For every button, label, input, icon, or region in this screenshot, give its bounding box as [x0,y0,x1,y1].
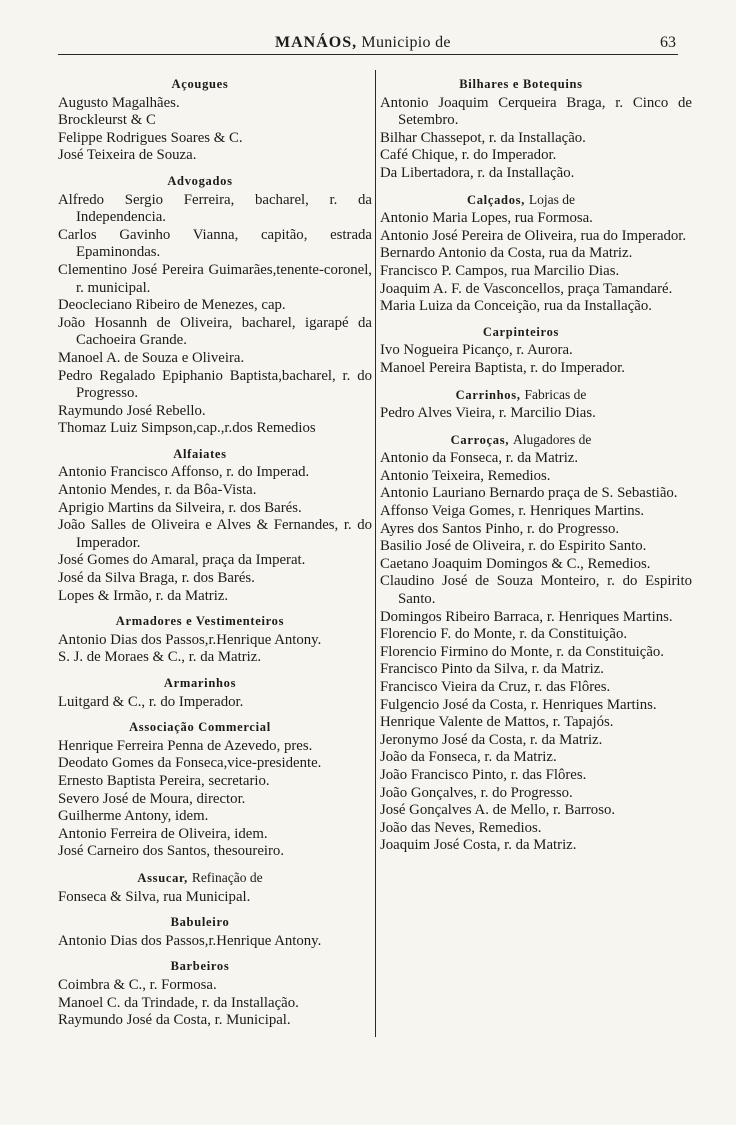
directory-entry: Aprigio Martins da Silveira, r. dos Barés. [58,499,302,516]
page-header [0,32,736,54]
directory-entry: Antonio Lauriano Bernardo praça de S. Sebastião. [380,485,678,502]
section-heading [58,76,372,94]
directory-entry: Antonio José Pereira de Oliveira, rua do Imperador. [380,227,687,244]
section-heading [380,386,692,405]
directory-entry: Ayres dos Santos Pinho, r. do Progresso. [380,520,620,537]
directory-entry: Joaquim José Costa, r. da Matriz. [380,837,577,854]
section-heading [58,446,372,464]
directory-entry: Café Chique, r. do Imperador. [380,147,557,164]
directory-entry: Guilherme Antony, idem. [58,808,209,825]
directory-entry: Henrique Ferreira Penna de Azevedo, pres. [58,737,313,754]
section-heading-main: Advogados [167,173,233,188]
directory-entry: Florencio F. do Monte, r. da Constituição. [380,626,628,643]
directory-entry: Brockleurst & C [58,112,156,129]
directory-entry: Augusto Magalhães. [58,94,180,111]
section-heading [58,719,372,737]
directory-section [58,914,372,950]
directory-entry: Antonio Joaquim Cerqueira Braga, r. Cinco de Setembro. [380,94,692,129]
directory-entry: Deodato Gomes da Fonseca,vice-presidente. [58,755,322,772]
column-divider [375,70,376,1037]
directory-section [380,386,692,423]
directory-entry: João Salles de Oliveira e Alves & Fernandes, r. do Imperador. [58,517,372,551]
section-heading [58,869,372,888]
town-name: MANÁOS, [275,34,358,51]
directory-entry: Francisco Pinto da Silva, r. da Matriz. [380,661,604,678]
directory-entry: Manoel Pereira Baptista, r. do Imperador. [380,359,625,376]
directory-entry: Antonio Mendes, r. da Bôa-Vista. [58,482,257,499]
section-heading-main: Assucar, [137,870,188,885]
directory-section [58,958,372,1029]
directory-section [58,869,372,906]
directory-entry: Francisco P. Campos, rua Marcilio Dias. [380,262,620,279]
directory-entry: Da Libertadora, r. da Installação. [380,164,575,181]
section-heading-main: Associação Commercial [129,720,271,735]
directory-entry: Caetano Joaquim Domingos & C., Remedios. [380,555,651,572]
directory-entry: José da Silva Braga, r. dos Barés. [58,570,255,587]
directory-entry: José Carneiro dos Santos, thesoureiro. [58,843,285,860]
directory-entry: Antonio Dias dos Passos,r.Henrique Antony. [58,932,322,949]
directory-entry: S. J. de Moraes & C., r. da Matriz. [58,649,262,666]
directory-entry: Coimbra & C., r. Formosa. [58,976,217,993]
directory-entry: Raymundo José da Costa, r. Municipal. [58,1012,291,1029]
section-heading-main: Calçados, [467,192,526,207]
directory-entry: João das Neves, Remedios. [380,819,542,836]
directory-entry: Maria Luiza da Conceição, rua da Installação. [380,298,652,315]
right-column [380,76,692,855]
directory-entry: Deocleciano Ribeiro de Menezes, cap. [58,297,286,314]
section-heading-sub: Lojas de [528,191,575,207]
section-heading [380,324,692,342]
section-heading [58,613,372,631]
directory-section [58,675,372,711]
section-heading-main: Armadores e Vestimenteiros [115,614,285,629]
directory-entry: Manoel A. de Souza e Oliveira. [58,349,245,366]
directory-entry: Carlos Gavinho Vianna, capitão, estrada Epaminondas. [58,226,372,261]
running-subtitle: Municipio de [361,34,451,51]
directory-entry: Alfredo Sergio Ferreira, bacharel, r. da Independencia. [58,191,372,226]
directory-section [58,446,372,605]
directory-entry: Lopes & Irmão, r. da Matriz. [58,587,229,604]
directory-entry: José Gomes do Amaral, praça da Imperat. [58,552,306,569]
directory-entry: Claudino José de Souza Monteiro, r. do Espirito Santo. [380,573,692,608]
section-heading-main: Açougues [171,77,229,91]
directory-entry: Luitgard & C., r. do Imperador. [58,693,244,710]
section-heading-sub: Refinação de [191,869,263,885]
directory-section [380,76,692,183]
directory-entry: Manoel C. da Trindade, r. da Installação. [58,994,299,1011]
directory-entry: Henrique Valente de Mattos, r. Tapajós. [380,714,614,731]
directory-entry: Jeronymo José da Costa, r. da Matriz. [380,731,603,748]
directory-entry: Fulgencio José da Costa, r. Henriques Martins. [380,696,657,713]
directory-entry: Bernardo Antonio da Costa, rua da Matriz. [380,245,633,262]
directory-section [380,324,692,378]
directory-entry: Florencio Firmino do Monte, r. da Constituição. [380,643,664,660]
directory-entry: José Teixeira de Souza. [58,147,197,164]
directory-entry: Affonso Veiga Gomes, r. Henriques Martins. [380,503,645,520]
directory-entry: João Francisco Pinto, r. das Flôres. [380,766,587,783]
section-heading-sub: Fabricas de [524,386,587,402]
directory-entry: João Gonçalves, r. do Progresso. [380,784,573,801]
directory-entry: Joaquim A. F. de Vasconcellos, praça Tamandaré. [380,280,673,297]
directory-entry: José Gonçalves A. de Mello, r. Barroso. [380,802,616,819]
directory-entry: Francisco Vieira da Cruz, r. das Flôres. [380,679,611,695]
directory-section [58,613,372,667]
directory-entry: Clementino José Pereira Guimarães,tenente-coronel, r. municipal. [58,261,372,296]
section-heading-main: Carroças, [450,432,510,447]
header-rule [58,54,678,55]
directory-entry: Antonio da Fonseca, r. da Matriz. [380,450,579,467]
directory-entry: Raymundo José Rebello. [58,402,206,419]
section-heading [58,914,372,932]
directory-entry: Fonseca & Silva, rua Municipal. [58,888,251,905]
directory-entry: Antonio Maria Lopes, rua Formosa. [380,210,593,227]
directory-entry: João Hosannh de Oliveira, bacharel, igarapé da Cachoeira Grande. [58,314,372,349]
directory-entry: Bilhar Chassepot, r. da Installação. [380,129,586,146]
directory-section [58,719,372,861]
section-heading-main: Carpinteiros [482,324,560,339]
directory-entry: Antonio Teixeira, Remedios. [380,467,551,484]
directory-section [380,191,692,316]
directory-entry: Domingos Ribeiro Barraca, r. Henriques Martins. [380,608,673,625]
directory-entry: João da Fonseca, r. da Matriz. [380,749,557,766]
section-heading-main: Armarinhos [163,676,237,690]
section-heading-main: Alfaiates [173,446,227,461]
directory-entry: Pedro Alves Vieira, r. Marcilio Dias. [380,405,596,422]
directory-entry: Felippe Rodrigues Soares & C. [58,129,243,146]
directory-entry: Basilio José de Oliveira, r. do Espirito Santo. [380,538,647,555]
section-heading [58,173,372,191]
directory-entry: Pedro Regalado Epiphanio Baptista,bacharel, r. do Progresso. [58,367,372,402]
directory-section [58,173,372,438]
directory-section [58,76,372,165]
page-number: 63 [660,34,676,51]
directory-section [380,431,692,855]
directory-entry: Ernesto Baptista Pereira, secretario. [58,772,270,789]
section-heading-main: Carrinhos, [455,387,521,402]
section-heading [380,76,692,94]
section-heading [380,191,692,210]
section-heading [380,431,692,450]
running-title [275,34,451,52]
directory-entry: Severo José de Moura, director. [58,790,246,807]
section-heading-main: Bilhares e Botequins [459,77,583,91]
section-heading-sub: Alugadores de [512,431,592,447]
directory-entry: Thomaz Luiz Simpson,cap.,r.dos Remedios [58,420,316,437]
section-heading-main: Babuleiro [170,915,230,930]
section-heading-main: Barbeiros [170,959,230,974]
section-heading [58,675,372,693]
left-column [58,76,372,1030]
directory-entry: Antonio Ferreira de Oliveira, idem. [58,825,268,842]
directory-entry: Antonio Francisco Affonso, r. do Imperad. [58,464,310,481]
directory-entry: Ivo Nogueira Picanço, r. Aurora. [380,342,573,359]
section-heading [58,958,372,976]
directory-entry: Antonio Dias dos Passos,r.Henrique Antony. [58,631,322,648]
